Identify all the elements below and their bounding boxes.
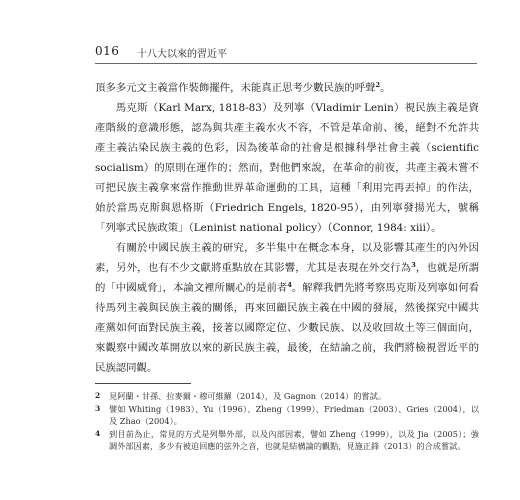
page-number: 016 — [95, 44, 120, 58]
footnote-rule — [95, 383, 191, 384]
paragraph-text: 。解釋我們先將考察馬克斯及列寧如何看待馬列主義與民族主義的關係，再來回顧民族主義在中國的發展，然後探究中國共產黨如何面對民族主義，接著以國際定位、少數民族、以及收回故土等三個面向，來觀察中國改革開放以來的新民族主義，最後，在結論之前，我們將檢視習近平的民族認同觀。 — [95, 282, 479, 374]
footnote-text: 見阿蘭・甘孫、拉麥爾・穆可維羅（2014），及 Gagnon（2014）的嘗試。 — [109, 391, 387, 401]
paragraph-text: ，也就是所謂的「中國威脅」，本論文裡所關心的是前者 — [95, 262, 480, 294]
paragraph-1 — [95, 78, 479, 98]
running-title: 十八大以來的習近平 — [137, 49, 227, 60]
footnote-number: 2 — [95, 391, 101, 400]
paragraph-text: 。 — [380, 82, 391, 94]
paragraph-text: 有關於中國民族主義的研究，多半集中在概念本身，以及影響其產生的內外因素，另外，也有不少文獻將重點放在其影響，尤其是表現在外交行為 — [95, 242, 479, 274]
footnote — [95, 428, 479, 453]
footnote-ref[interactable]: 2 — [375, 81, 381, 89]
body-text — [95, 78, 479, 378]
paragraph-text: 頂多多元文主義當作裝飾擺件，未能真正思考少數民族的呼聲 — [95, 82, 376, 94]
footnotes — [95, 390, 479, 453]
footnote-ref[interactable]: 3 — [411, 261, 416, 269]
footnote-text: 到目前為止，常見的方式是列舉外部，以及內部因素，譬如 Zheng（1999），以及 Jia（2005）；強調外部因素，多少有被迫回應的弦外之音，也就是結構論的觀點，見施正鋒（2013）的合成嘗試。 — [109, 428, 479, 451]
footnote-ref[interactable]: 4 — [287, 281, 292, 289]
header-rule — [95, 63, 477, 64]
footnote-number: 3 — [95, 403, 101, 413]
paragraph-text: 馬克斯（Karl Marx, 1818-83）及列寧（Vladimir Lenin）視民族主義是資產階級的意識形態，認為與共產主義水火不容，不管是革命前、後，絕對不允許共產主義沾染民族主義的色彩，因為後革命的社會是根據科學社會主義（scientific socialism）的原則在運作的；然而，對他們來說，在革命的前夜，共產主義未嘗不可把民族主義拿來當作推動世界革命運動的工具，這種「利用完再丟掉」的作法，始於當馬克斯與恩格斯（Friedrich Engels, 1820-95），由列寧發揚光大，號稱「列寧式民族政策」（Leninist national policy）（Connor, 1984: xiii）。 — [95, 102, 479, 234]
footnote — [95, 403, 479, 428]
footnote — [95, 390, 479, 403]
running-header — [95, 44, 477, 60]
paragraph-2 — [95, 98, 479, 238]
paragraph-3 — [95, 238, 479, 378]
footnote-text: 譬如 Whiting（1983）、Yu（1996）、Zheng（1999）、Friedman（2003）、Gries（2004），以及 Zhao（2004）。 — [109, 403, 479, 426]
footnote-number: 4 — [95, 428, 101, 438]
